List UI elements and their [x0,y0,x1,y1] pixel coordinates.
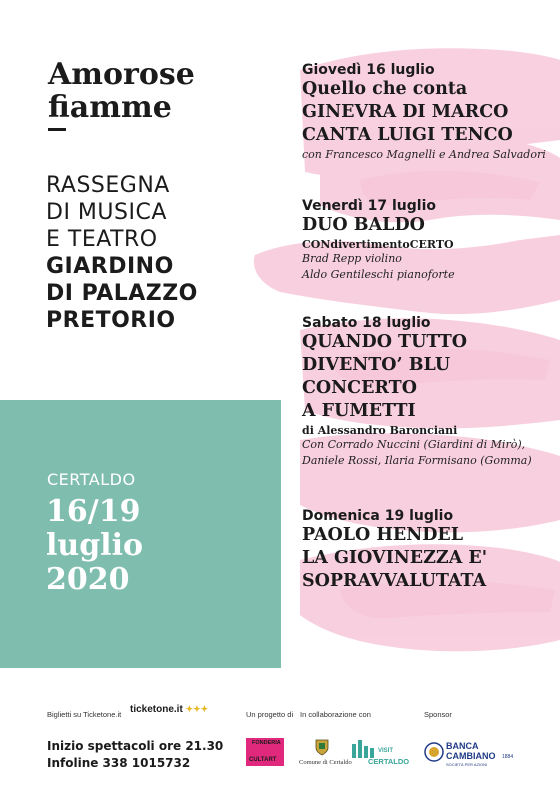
city-label: CERTALDO [47,470,136,489]
event-1 [302,62,546,163]
title-dash [48,128,66,131]
poster-title [48,58,195,124]
venue-line-3: PRETORIO [46,308,176,333]
subtitle-line-1: RASSEGNA [46,173,170,198]
comune-crest-icon [314,738,330,756]
project-label: Un progetto di [246,710,294,719]
event-1-note-1: con Francesco Magnelli e Andrea Salvadori [302,148,546,161]
bank-emblem-icon [424,742,444,762]
bank-logo-year: 1884 [502,754,514,760]
venue-line-2: DI PALAZZO [46,281,198,306]
comune-label: Comune di Certaldo [299,759,352,766]
title-line-1: Amorose [48,57,195,92]
stars-icon: ✦✦✦ [185,704,209,714]
footer [0,668,560,800]
festival-dates [46,495,143,597]
event-3-title-3: CONCERTO [302,378,417,398]
event-3-note-2: Daniele Rossi, Ilaria Formisano (Gomma) [302,454,532,467]
title-line-2: fiamme [48,90,172,125]
event-info [47,738,223,772]
collab-label: In collaborazione con [300,710,371,719]
fonderia-cultart-logo [246,738,284,766]
event-2-note-1: Brad Repp violino [302,252,402,265]
event-3-title-2: DIVENTO’ BLU [302,355,451,375]
dates-line-1: 16/19 [46,494,141,529]
event-4-title-1: PAOLO HENDEL [302,525,464,545]
event-1-title-2: GINEVRA DI MARCO [302,102,509,122]
bank-logo-mid: CAMBIANO [446,751,496,761]
event-2-title-1: DUO BALDO [302,215,425,235]
dates-line-3: 2020 [46,562,130,597]
event-1-title-1: Quello che conta [302,79,468,99]
tickets-label: Biglietti su Ticketone.it [47,710,122,719]
event-3-subtitle: di Alessandro Baronciani [302,424,458,437]
event-4 [302,508,487,593]
bank-logo-top: BANCA [446,741,479,751]
event-1-title-3: CANTA LUIGI TENCO [302,125,513,145]
event-4-title-2: LA GIOVINEZZA E' [302,548,488,568]
poster-subtitle [46,172,198,334]
subtitle-line-2: DI MUSICA [46,200,167,225]
event-2 [302,198,455,283]
subtitle-line-3: E TEATRO [46,227,158,252]
ticketone-logo[interactable] [130,704,208,715]
infoline: Infoline 338 1015732 [47,756,191,770]
visit-certaldo-towers-icon [350,738,376,758]
visit-logo-top: VISIT [378,748,394,754]
sponsor-label: Sponsor [424,710,452,719]
event-1-day: Giovedì 16 luglio [302,62,435,78]
start-time: Inizio spettacoli ore 21.30 [47,739,224,753]
fonderia-logo-bottom: CULTART [249,757,277,763]
event-3-day: Sabato 18 luglio [302,315,431,331]
event-3-note-1: Con Corrado Nuccini (Giardini di Mirò), [302,438,526,451]
event-2-subtitle: CONdivertimentoCERTO [302,238,454,251]
event-3-title-4: A FUMETTI [302,401,416,421]
event-3-title-1: QUANDO TUTTO [302,332,468,352]
bank-logo-bottom: SOCIETÀ PER AZIONI [446,762,488,767]
fonderia-logo-top: FONDERIA [252,740,281,746]
event-2-note-2: Aldo Gentileschi pianoforte [302,268,455,281]
event-2-day: Venerdì 17 luglio [302,198,436,214]
event-4-title-3: SOPRAVVALUTATA [302,571,487,591]
dates-line-2: luglio [46,528,143,563]
event-3 [302,315,532,469]
ticketone-logo-text: ticketone.it [130,704,183,715]
visit-logo-bottom: CERTALDO [368,757,410,766]
event-4-day: Domenica 19 luglio [302,508,454,524]
venue-line-1: GIARDINO [46,254,174,279]
